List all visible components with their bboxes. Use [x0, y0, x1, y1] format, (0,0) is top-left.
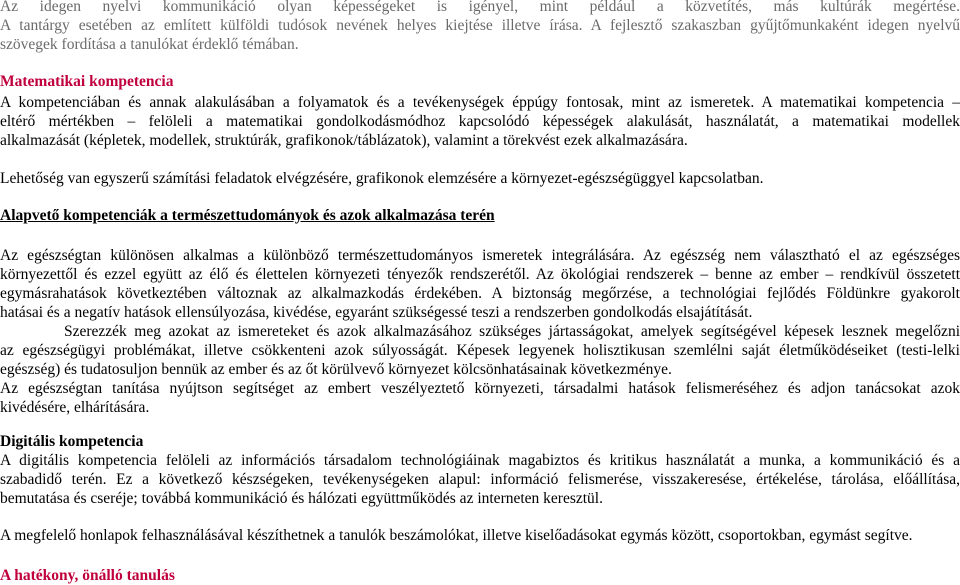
science-para2-line-2: az egészségügyi problémákat, illetve csökkenteni azok súlyosságát. Képesek legyenek holisztikusan szemlélni saját életműködéseiket (testi-lelki: [0, 342, 960, 359]
learning-heading: A hatékony, önálló tanulás: [0, 567, 175, 584]
digital-para1-line-2: szabadidő terén. Ez a következő készségeken, tevékenységeken alapul: információ felismerése, visszakeresése, értékelése, tárolása, előállítása,: [0, 471, 960, 488]
science-para3-line-2: kivédésére, elhárítására.: [0, 399, 150, 416]
digital-para1-line-3: bemutatása és cseréje; továbbá kommunikáció és hálózati együttműködés az interneten keresztül.: [0, 490, 603, 507]
digital-para1-line-1: A digitális kompetencia felöleli az információs társadalom technológiáinak magabiztos és kritikus használatát a munka, a kommunikáció és a: [0, 452, 960, 469]
math-para1-line-3: alkalmazását (képletek, modellek, struktúrák, grafikonok/táblázatok), valamint a törekvést ezek alkalmazására.: [0, 132, 688, 149]
science-para2-line-3: egészség) és tudatosuljon bennük az ember és az őt körülvevő környezet kölcsönhatásainak következménye.: [0, 361, 672, 378]
digital-para2: A megfelelő honlapok felhasználásával készíthetnek a tanulók beszámolókat, illetve kiselőadásokat egymás között, csoportokban, egymást segítve.: [0, 527, 913, 544]
math-para2: Lehetőség van egyszerű számítási feladatok elvégzésére, grafikonok elemzésére a környezet-egészségüggyel kapcsolatban.: [0, 170, 764, 187]
science-para1-line-1: Az egészségtan különösen alkalmas a különböző természettudományos ismeretek integrálására. Az egészség nem választható el az egészséges: [0, 247, 960, 264]
science-para2-line-1: Szerezzék meg azokat az ismereteket és azok alkalmazásához szükséges jártasságokat, amelyek segítségével képesek lesznek megelőzni: [64, 323, 960, 340]
science-heading: Alapvető kompetenciák a természettudományok és azok alkalmazása terén: [0, 207, 495, 224]
math-heading: Matematikai kompetencia: [0, 73, 174, 90]
intro-line-3: szövegek fordítása a tanulókat érdeklő témában.: [0, 36, 299, 53]
digital-heading: Digitális kompetencia: [0, 433, 144, 450]
science-para1-line-4: hatásai és a negatív hatások ellensúlyozása, kivédése, egyaránt szükségessé teszi a rendszerben gondolkodás elsajátítását.: [0, 304, 753, 321]
intro-line-2: A tantárgy esetében az említett külföldi tudósok nevének helyes kiejtése illetve írása. A fejlesztő szakaszban gyűjtőmunkaként idegen nyelvű: [0, 17, 960, 34]
intro-line-1: Az idegen nyelvi kommunikáció olyan képességeket is igényel, mint például a közvetítés, más kultúrák megértése.: [0, 0, 960, 15]
math-para1-line-2: eltérő mértékben – felöleli a matematikai gondolkodásmódhoz kapcsolódó képességek alakulását, használatát, a matematikai modellek: [0, 113, 960, 130]
science-para1-line-2: környezettől és ezzel együtt az élő és élettelen környezeti tényezők rendszerétől. Az ökológiai rendszerek – benne az ember – rendkívül összetett: [0, 266, 960, 283]
science-para1-line-3: egymásrahatások következtében változnak az alkalmazkodás érdekében. A biztonság megőrzése, a technológiai fejlődés Földünkre gyakorolt: [0, 285, 960, 302]
math-para1-line-1: A kompetenciában és annak alakulásában a folyamatok és a tevékenységek éppúgy fontosak, mint az ismeretek. A matematikai kompetencia –: [0, 94, 960, 111]
science-para3-line-1: Az egészségtan tanítása nyújtson segítséget az embert veszélyeztető környezeti, társadalmi hatások felismeréséhez és adjon tanácsokat azok: [0, 380, 960, 397]
